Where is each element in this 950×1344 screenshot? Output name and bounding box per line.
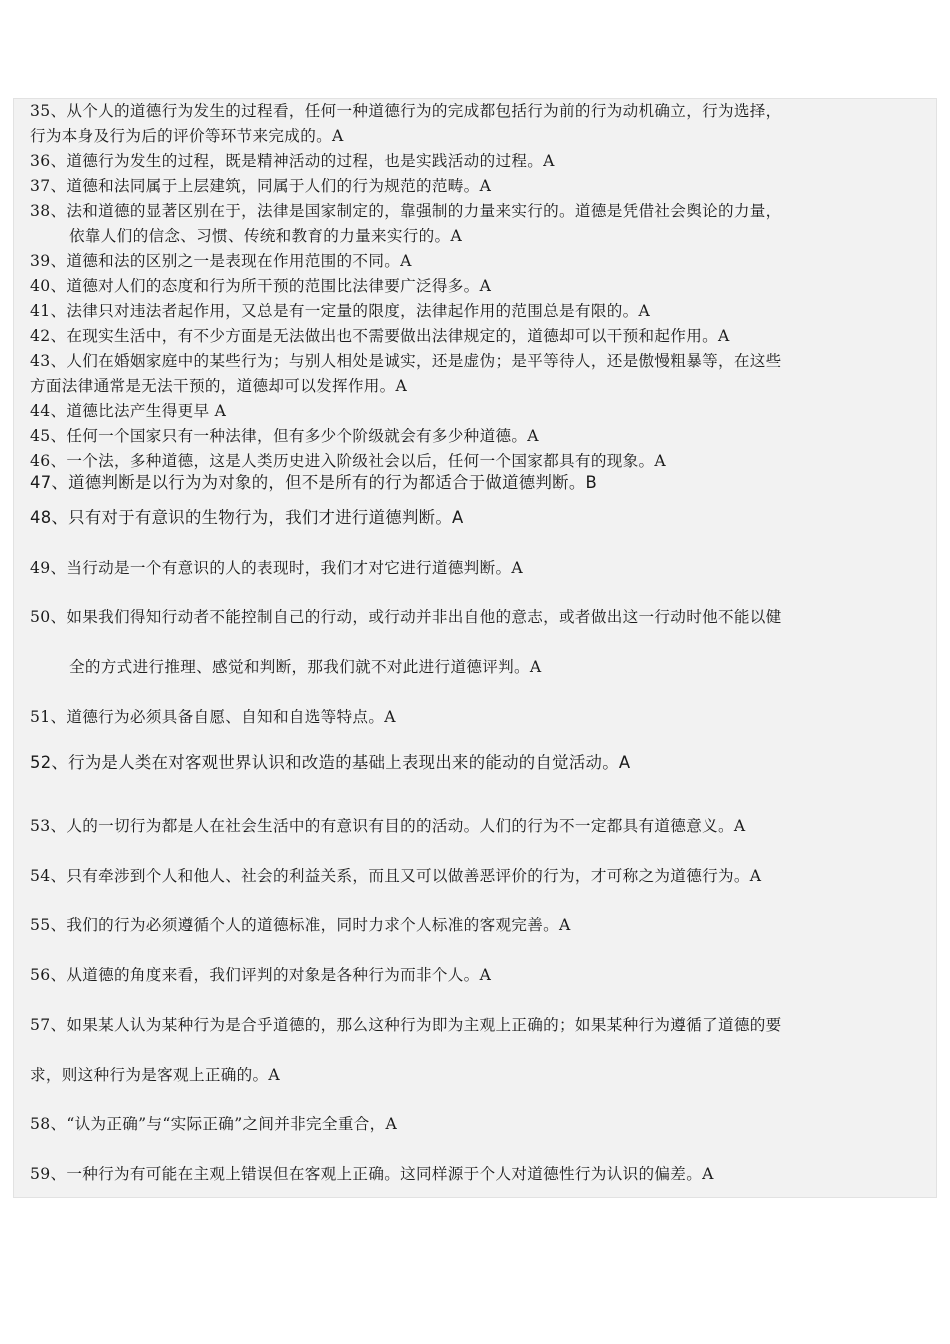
text-line: 求，则这种行为是客观上正确的。A — [30, 1066, 280, 1084]
text-line: 41、法律只对违法者起作用，又总是有一定量的限度，法律起作用的范围总是有限的。A — [30, 302, 651, 320]
text-line: 全的方式进行推理、感觉和判断，那我们就不对此进行道德评判。A — [69, 658, 542, 676]
text-line: 53、人的一切行为都是人在社会生活中的有意识有目的的活动。人们的行为不一定都具有道德意义。A — [30, 817, 746, 835]
text-line: 57、如果某人认为某种行为是合乎道德的，那么这种行为即为主观上正确的；如果某种行为遵循了道德的要 — [30, 1016, 782, 1034]
text-line: 42、在现实生活中，有不少方面是无法做出也不需要做出法律规定的，道德却可以干预和起作用。A — [30, 327, 730, 345]
text-line: 40、道德对人们的态度和行为所干预的范围比法律要广泛得多。A — [30, 277, 492, 295]
text-line: 方面法律通常是无法干预的，道德却可以发挥作用。A — [30, 377, 408, 395]
text-line: 56、从道德的角度来看，我们评判的对象是各种行为而非个人。A — [30, 966, 492, 984]
text-line: 52、行为是人类在对客观世界认识和改造的基础上表现出来的能动的自觉活动。A — [30, 753, 631, 772]
text-line: 43、人们在婚姻家庭中的某些行为；与别人相处是诚实，还是虚伪；是平等待人，还是傲慢粗暴等，在这些 — [30, 352, 782, 370]
text-line: 35、从个人的道德行为发生的过程看，任何一种道德行为的完成都包括行为前的行为动机确立，行为选择， — [30, 102, 782, 120]
text-line: 50、如果我们得知行动者不能控制自己的行动，或行动并非出自他的意志，或者做出这一行动时他不能以健 — [30, 608, 782, 626]
text-line: 38、法和道德的显著区别在于，法律是国家制定的，靠强制的力量来实行的。道德是凭借社会舆论的力量， — [30, 202, 782, 220]
text-line: 51、道德行为必须具备自愿、自知和自选等特点。A — [30, 708, 396, 726]
text-line: 59、一种行为有可能在主观上错误但在客观上正确。这同样源于个人对道德性行为认识的偏差。A — [30, 1165, 714, 1183]
text-line: 依靠人们的信念、习惯、传统和教育的力量来实行的。A — [69, 227, 463, 245]
text-line: 49、当行动是一个有意识的人的表现时，我们才对它进行道德判断。A — [30, 559, 523, 577]
text-line: 58、“认为正确”与“实际正确”之间并非完全重合，A — [30, 1115, 398, 1133]
text-line: 46、一个法，多种道德，这是人类历史进入阶级社会以后，任何一个国家都具有的现象。A — [30, 452, 666, 470]
text-line: 37、道德和法同属于上层建筑，同属于人们的行为规范的范畴。A — [30, 177, 492, 195]
text-line: 48、只有对于有意识的生物行为，我们才进行道德判断。A — [30, 508, 464, 527]
text-line: 44、道德比法产生得更早 A — [30, 402, 227, 420]
text-line: 行为本身及行为后的评价等环节来完成的。A — [30, 127, 344, 145]
text-line: 45、任何一个国家只有一种法律，但有多少个阶级就会有多少种道德。A — [30, 427, 539, 445]
text-line: 54、只有牵涉到个人和他人、社会的利益关系，而且又可以做善恶评价的行为，才可称之为道德行为。A — [30, 867, 762, 885]
text-line: 47、道德判断是以行为为对象的，但不是所有的行为都适合于做道德判断。B — [30, 473, 598, 492]
text-line: 39、道德和法的区别之一是表现在作用范围的不同。A — [30, 252, 412, 270]
text-line: 55、我们的行为必须遵循个人的道德标准，同时力求个人标准的客观完善。A — [30, 916, 571, 934]
text-line: 36、道德行为发生的过程，既是精神活动的过程，也是实践活动的过程。A — [30, 152, 555, 170]
document-panel — [13, 98, 937, 1198]
